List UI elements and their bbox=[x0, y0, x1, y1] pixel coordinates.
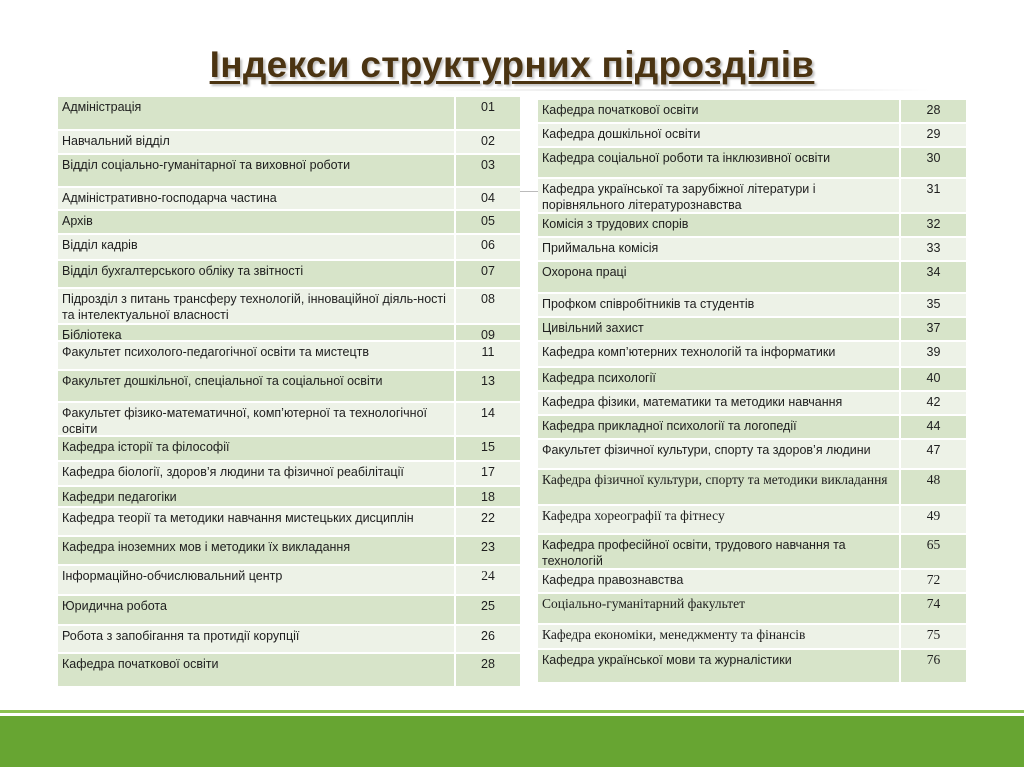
table-row bbox=[538, 368, 966, 392]
table-row bbox=[58, 371, 520, 403]
unit-name: Кафедри педагогіки bbox=[58, 487, 456, 506]
unit-code: 26 bbox=[481, 629, 495, 643]
unit-code: 76 bbox=[926, 652, 941, 667]
unit-name: Кафедра фізичної культури, спорту та методики викладання bbox=[538, 470, 901, 504]
table-row bbox=[58, 403, 520, 437]
unit-code: 03 bbox=[481, 158, 495, 172]
unit-name: Комісія з трудових спорів bbox=[538, 214, 901, 236]
table-row bbox=[538, 625, 966, 650]
unit-code: 05 bbox=[481, 214, 495, 228]
unit-name: Цивільний захист bbox=[538, 318, 901, 340]
table-row bbox=[538, 570, 966, 594]
unit-name: Кафедра прикладної психології та логопедії bbox=[538, 416, 901, 438]
unit-code: 15 bbox=[481, 440, 495, 454]
unit-name: Кафедра дошкільної освіти bbox=[538, 124, 901, 146]
table-row bbox=[538, 440, 966, 470]
unit-code: 17 bbox=[481, 465, 495, 479]
unit-code: 18 bbox=[481, 490, 495, 504]
unit-code: 48 bbox=[926, 472, 941, 487]
unit-name: Інформаційно-обчислювальний центр bbox=[58, 566, 456, 594]
unit-code: 42 bbox=[926, 395, 941, 409]
unit-name: Кафедра комп’ютерних технологій та інформатики bbox=[538, 342, 901, 366]
table-row bbox=[58, 508, 520, 537]
table-row bbox=[538, 342, 966, 368]
table-row bbox=[538, 238, 966, 262]
unit-code: 11 bbox=[481, 345, 495, 359]
table-row bbox=[538, 148, 966, 179]
unit-code: 40 bbox=[926, 371, 941, 385]
table-row bbox=[58, 325, 520, 342]
unit-code: 07 bbox=[481, 264, 495, 278]
table-row bbox=[538, 214, 966, 238]
table-row bbox=[538, 416, 966, 440]
table-row bbox=[538, 100, 966, 124]
unit-code: 23 bbox=[481, 540, 495, 554]
unit-name: Кафедра початкової освіти bbox=[538, 100, 901, 122]
table-row bbox=[538, 650, 966, 684]
footer-band bbox=[0, 716, 1024, 767]
unit-code: 34 bbox=[926, 265, 941, 279]
unit-code: 22 bbox=[481, 511, 495, 525]
unit-code: 28 bbox=[926, 103, 941, 117]
unit-code: 09 bbox=[481, 328, 495, 342]
unit-name: Кафедра хореографії та фітнесу bbox=[538, 506, 901, 533]
table-row bbox=[538, 294, 966, 318]
unit-code: 37 bbox=[926, 321, 941, 335]
unit-name: Соціально-гуманітарний факультет bbox=[538, 594, 901, 623]
unit-name: Відділ бухгалтерського обліку та звітності bbox=[58, 261, 456, 287]
unit-code: 28 bbox=[481, 657, 495, 671]
table-row bbox=[538, 124, 966, 148]
table-row bbox=[538, 506, 966, 535]
table-row bbox=[58, 596, 520, 626]
table-row bbox=[538, 392, 966, 416]
unit-name: Кафедра української та зарубіжної літератури і порівняльного літературознавства bbox=[538, 179, 901, 212]
unit-code: 39 bbox=[926, 345, 941, 359]
table-row bbox=[58, 131, 520, 155]
table-row bbox=[538, 179, 966, 214]
unit-code: 24 bbox=[481, 568, 495, 583]
unit-name: Кафедра української мови та журналістики bbox=[538, 650, 901, 682]
table-row bbox=[58, 487, 520, 508]
unit-name: Кафедра початкової освіти bbox=[58, 654, 456, 686]
unit-code: 14 bbox=[481, 406, 495, 420]
table-row bbox=[58, 342, 520, 371]
table-row bbox=[538, 594, 966, 625]
unit-code: 32 bbox=[926, 217, 941, 231]
unit-name: Відділ соціально-гуманітарної та виховної роботи bbox=[58, 155, 456, 186]
unit-name: Кафедра соціальної роботи та інклюзивної освіти bbox=[538, 148, 901, 177]
unit-code: 06 bbox=[481, 238, 495, 252]
table-row bbox=[58, 654, 520, 688]
table-row bbox=[538, 262, 966, 294]
unit-code: 01 bbox=[481, 100, 495, 114]
unit-code: 65 bbox=[926, 537, 941, 552]
unit-name: Факультет психолого-педагогічної освіти та мистецтв bbox=[58, 342, 456, 369]
unit-code: 08 bbox=[481, 292, 495, 306]
connector-line bbox=[520, 191, 538, 192]
unit-name: Архів bbox=[58, 211, 456, 233]
unit-code: 25 bbox=[481, 599, 495, 613]
page-title: Індекси структурних підрозділів bbox=[209, 44, 815, 85]
table-row bbox=[538, 535, 966, 570]
table-row bbox=[58, 97, 520, 131]
unit-code: 75 bbox=[926, 627, 941, 642]
unit-name: Факультет фізичної культури, спорту та здоров’я людини bbox=[538, 440, 901, 468]
table-row bbox=[58, 289, 520, 325]
unit-name: Підрозділ з питань трансферу технологій, інноваційної діяль-ності та інтелектуальної власності bbox=[58, 289, 456, 323]
unit-name: Кафедра правознавства bbox=[538, 570, 901, 592]
unit-name: Кафедра іноземних мов і методики їх викладання bbox=[58, 537, 456, 564]
unit-name: Кафедра фізики, математики та методики навчання bbox=[538, 392, 901, 414]
table-row bbox=[58, 626, 520, 654]
unit-code: 13 bbox=[481, 374, 495, 388]
unit-name: Приймальна комісія bbox=[538, 238, 901, 260]
unit-name: Адміністрація bbox=[58, 97, 456, 129]
unit-name: Охорона праці bbox=[538, 262, 901, 292]
table-row bbox=[538, 318, 966, 342]
table-row bbox=[58, 437, 520, 462]
unit-name: Кафедра теорії та методики навчання мистецьких дисциплін bbox=[58, 508, 456, 535]
unit-name: Профком співробітників та студентів bbox=[538, 294, 901, 316]
table-row bbox=[58, 211, 520, 235]
table-row bbox=[538, 470, 966, 506]
table-row bbox=[58, 155, 520, 188]
unit-code: 31 bbox=[926, 182, 941, 196]
unit-code: 72 bbox=[926, 572, 941, 587]
unit-code: 02 bbox=[481, 134, 495, 148]
unit-code: 04 bbox=[481, 191, 495, 205]
unit-name: Робота з запобігання та протидії корупції bbox=[58, 626, 456, 652]
unit-code: 30 bbox=[926, 151, 941, 165]
unit-code: 49 bbox=[926, 508, 941, 523]
table-row bbox=[58, 566, 520, 596]
unit-name: Факультет фізико-математичної, комп’ютерної та технологічної освіти bbox=[58, 403, 456, 435]
table-row bbox=[58, 261, 520, 289]
unit-name: Кафедра біології, здоров’я людини та фізичної реабілітації bbox=[58, 462, 456, 485]
table-row bbox=[58, 462, 520, 487]
unit-name: Відділ кадрів bbox=[58, 235, 456, 259]
table-row bbox=[58, 537, 520, 566]
unit-name: Адміністративно-господарча частина bbox=[58, 188, 456, 209]
table-row bbox=[58, 188, 520, 211]
unit-name: Юридична робота bbox=[58, 596, 456, 624]
table-row bbox=[58, 235, 520, 261]
unit-name: Кафедра історії та філософії bbox=[58, 437, 456, 460]
unit-code: 44 bbox=[926, 419, 941, 433]
unit-code: 29 bbox=[926, 127, 941, 141]
unit-name: Факультет дошкільної, спеціальної та соціальної освіти bbox=[58, 371, 456, 401]
unit-name: Кафедра професійної освіти, трудового навчання та технологій bbox=[538, 535, 901, 568]
decorative-line bbox=[430, 89, 930, 91]
unit-name: Кафедра психології bbox=[538, 368, 901, 390]
unit-code: 74 bbox=[926, 596, 941, 611]
unit-name: Бібліотека bbox=[58, 325, 456, 340]
unit-name: Навчальний відділ bbox=[58, 131, 456, 153]
unit-code: 47 bbox=[926, 443, 941, 457]
unit-code: 35 bbox=[926, 297, 941, 311]
unit-code: 33 bbox=[926, 241, 941, 255]
unit-name: Кафедра економіки, менеджменту та фінансів bbox=[538, 625, 901, 648]
footer-accent-line bbox=[0, 710, 1024, 713]
